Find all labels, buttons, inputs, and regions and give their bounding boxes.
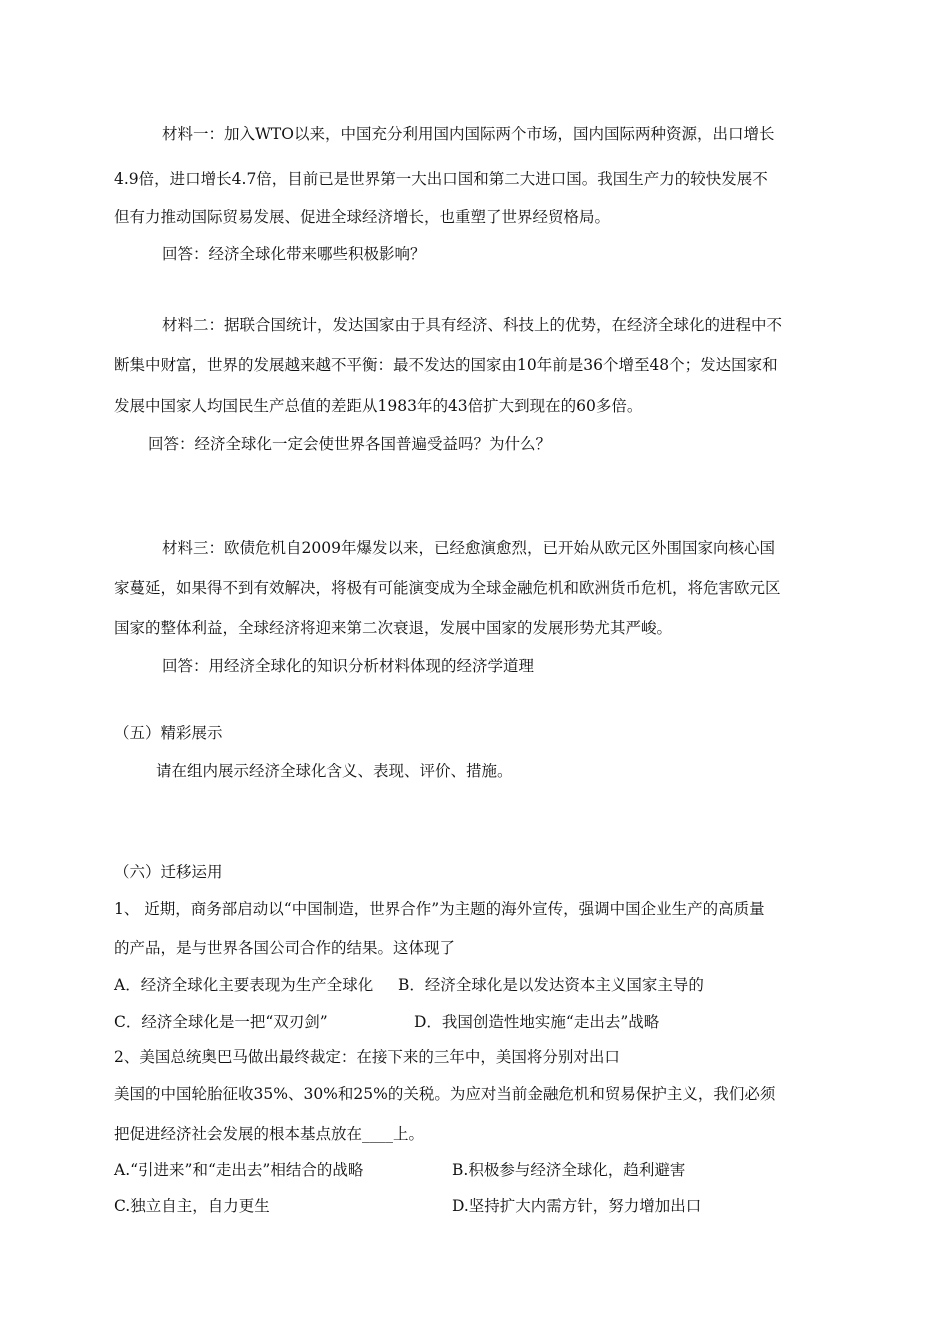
material2-line-2: 断集中财富，世界的发展越来越不平衡：最不发达的国家由10年前是36个增至48个；发达国家和 [114,356,778,374]
q2-line-3: 把促进经济社会发展的根本基点放在____上。 [114,1125,425,1143]
q2-line-2: 美国的中国轮胎征收35%、30%和25%的关税。为应对当前金融危机和贸易保护主义，我们必须 [114,1085,776,1103]
material3-line-2: 家蔓延，如果得不到有效解决，将极有可能演变成为全球金融危机和欧洲货币危机，将危害欧元区 [114,579,781,597]
material3-question: 回答：用经济全球化的知识分析材料体现的经济学道理 [162,657,535,675]
section5-heading: （五）精彩展示 [114,724,223,742]
material2-line-1: 材料二：据联合国统计，发达国家由于具有经济、科技上的优势，在经济全球化的进程中不 [162,316,783,334]
section5-text: 请在组内展示经济全球化含义、表现、评价、措施。 [156,762,513,780]
material2-question: 回答：经济全球化一定会使世界各国普遍受益吗？为什么？ [148,435,552,453]
material2-line-3: 发展中国家人均国民生产总值的差距从1983年的43倍扩大到现在的60多倍。 [114,397,643,415]
q2-line-1: 2、美国总统奥巴马做出最终裁定：在接下来的三年中，美国将分别对出口 [114,1048,620,1066]
q1-line-2: 的产品，是与世界各国公司合作的结果。这体现了 [114,939,456,957]
q1-line-1: 1、 近期，商务部启动以“中国制造，世界合作”为主题的海外宣传，强调中国企业生产的高质量 [114,900,765,918]
q1-option-b: B．经济全球化是以发达资本主义国家主导的 [398,976,704,994]
material3-line-1: 材料三：欧债危机自2009年爆发以来，已经愈演愈烈，已开始从欧元区外围国家向核心国 [162,539,775,557]
material1-line-3: 但有力推动国际贸易发展、促进全球经济增长，也重塑了世界经贸格局。 [114,208,611,226]
section6-heading: （六）迁移运用 [114,863,223,881]
material3-line-3: 国家的整体利益，全球经济将迎来第二次衰退，发展中国家的发展形势尤其严峻。 [114,619,673,637]
q2-option-d: D.坚持扩大内需方针，努力增加出口 [452,1197,702,1215]
q1-option-d: D．我国创造性地实施“走出去”战略 [414,1013,660,1031]
q1-option-c: C．经济全球化是一把“双刃剑” [114,1013,328,1031]
material1-line-1: 材料一：加入WTO以来，中国充分利用国内国际两个市场，国内国际两种资源，出口增长 [162,125,775,143]
q1-option-a: A．经济全球化主要表现为生产全球化 [114,976,374,994]
q2-option-b: B.积极参与经济全球化，趋利避害 [452,1161,686,1179]
q2-option-a: A.“引进来”和“走出去”相结合的战略 [114,1161,364,1179]
material1-line-2: 4.9倍，进口增长4.7倍，目前已是世界第一大出口国和第二大进口国。我国生产力的较快发展不 [114,170,768,188]
material1-question: 回答：经济全球化带来哪些积极影响？ [162,245,426,263]
q2-option-c: C.独立自主，自力更生 [114,1197,270,1215]
